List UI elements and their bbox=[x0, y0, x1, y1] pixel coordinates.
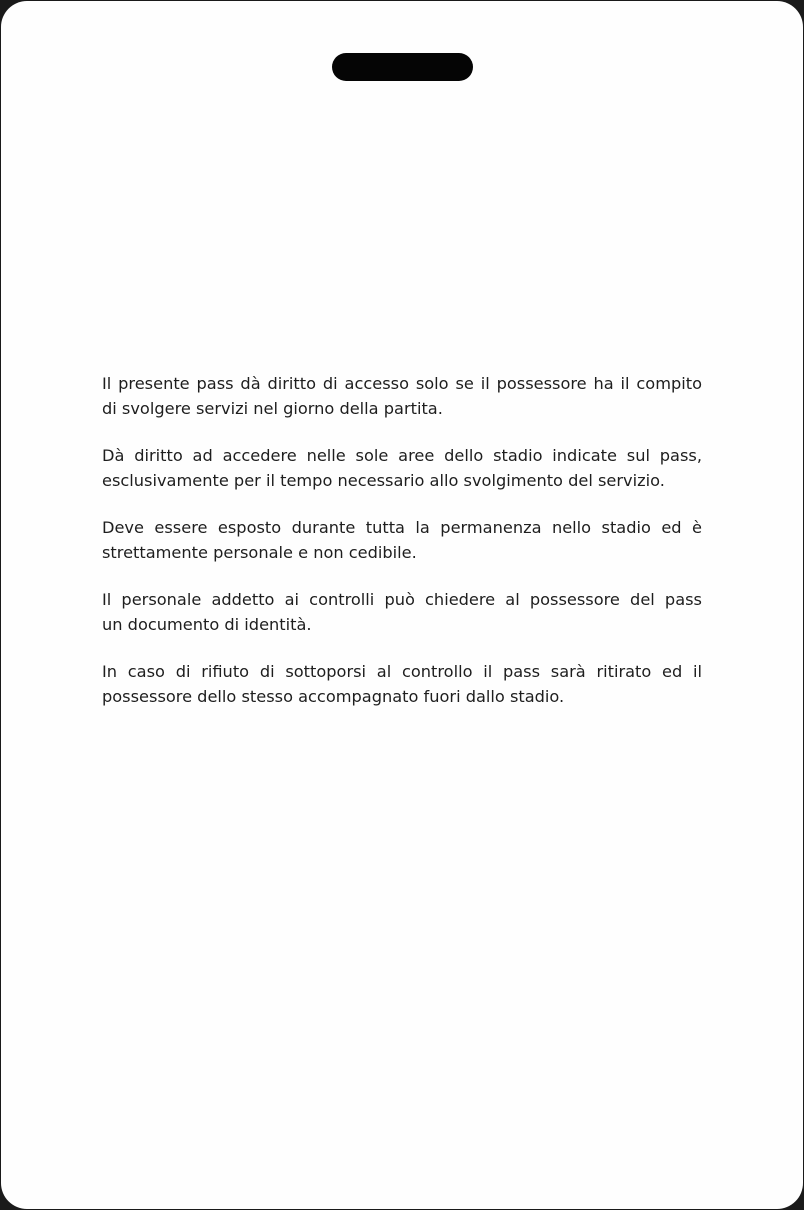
text-line: esclusivamente per il tempo necessario allo svolgimento del servizio. bbox=[102, 471, 665, 490]
text-line: strettamente personale e non cedibile. bbox=[102, 543, 417, 562]
text-line: Deve essere esposto durante tutta la permanenza nello stadio ed è bbox=[102, 518, 702, 537]
text-line: In caso di rifiuto di sottoporsi al controllo il pass sarà ritirato ed il bbox=[102, 662, 702, 681]
paragraph-display bbox=[102, 515, 702, 565]
text-line: di svolgere servizi nel giorno della partita. bbox=[102, 399, 443, 418]
lanyard-slot bbox=[332, 53, 473, 81]
text-line: Il personale addetto ai controlli può chiedere al possessore del pass bbox=[102, 590, 702, 609]
paragraph-areas bbox=[102, 443, 702, 493]
terms-text bbox=[102, 371, 702, 731]
text-line: un documento di identità. bbox=[102, 615, 312, 634]
text-line: Il presente pass dà diritto di accesso solo se il possessore ha il compito bbox=[102, 374, 702, 393]
paragraph-refusal bbox=[102, 659, 702, 709]
text-line: possessore dello stesso accompagnato fuori dallo stadio. bbox=[102, 687, 565, 706]
paragraph-identity bbox=[102, 587, 702, 637]
paragraph-access bbox=[102, 371, 702, 421]
pass-card-back bbox=[1, 1, 803, 1209]
text-line: Dà diritto ad accedere nelle sole aree dello stadio indicate sul pass, bbox=[102, 446, 702, 465]
